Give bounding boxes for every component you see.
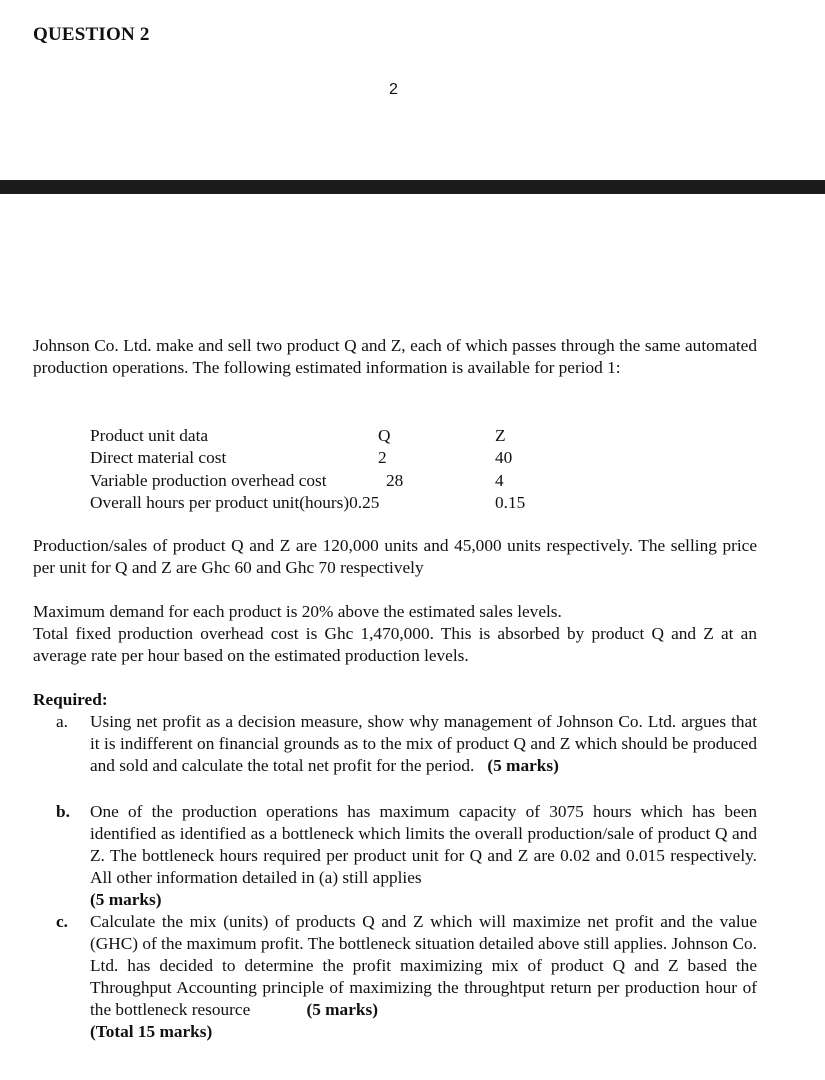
item-marks: (5 marks)	[487, 756, 559, 775]
production-paragraph: Production/sales of product Q and Z are 120,000 units and 45,000 units respectively. The selling price per unit for Q and Z are Ghc 60 and Ghc 70 respectively	[33, 536, 757, 577]
fixed-cost-paragraph: Total fixed production overhead cost is Ghc 1,470,000. This is absorbed by product Q and Z at an average rate per hour based on the estimated production levels.	[33, 624, 757, 665]
item-marks: (5 marks)	[90, 890, 162, 909]
table-header-z: Z	[495, 426, 506, 445]
table-row	[90, 492, 526, 514]
divider-bar	[0, 180, 825, 194]
required-label: Required:	[33, 690, 108, 709]
item-text: One of the production operations has maximum capacity of 3075 hours which has been identified as identified as a bottleneck which limits the overall production/sale of product Q and Z. The bottleneck hours required per product unit for Q and Z are 0.02 and 0.015 respectively. All other information detailed in (a) still applies	[90, 802, 757, 887]
table-row-label: Overall hours per product unit(hours)	[90, 492, 350, 512]
table-cell-q: 28	[386, 470, 404, 490]
product-data-table	[90, 425, 526, 514]
question-item-c	[56, 911, 757, 1043]
table-cell-q: 2	[378, 448, 387, 468]
table-cell-z: 0.15	[495, 492, 526, 512]
table-header-label: Product unit data	[90, 426, 209, 445]
page-number: 2	[389, 81, 398, 98]
table-row	[90, 470, 504, 492]
question-item-b	[56, 801, 757, 911]
table-header-row	[90, 425, 506, 447]
table-cell-z: 4	[495, 470, 504, 490]
table-cell-q: 0.25	[349, 492, 380, 512]
demand-paragraph: Maximum demand for each product is 20% above the estimated sales levels.	[33, 602, 562, 621]
item-label: c.	[56, 912, 68, 931]
question-item-a	[56, 711, 757, 777]
intro-paragraph: Johnson Co. Ltd. make and sell two product Q and Z, each of which passes through the same automated production operations. The following estimated information is available for period 1:	[33, 336, 757, 377]
item-label: b.	[56, 802, 70, 821]
item-text: Using net profit as a decision measure, show why management of Johnson Co. Ltd. argues that it is indifferent on financial grounds as to the mix of product Q and Z which should be produced and sold and calculate the total net profit for the period. (5 marks)	[90, 712, 757, 775]
table-row-label: Direct material cost	[90, 448, 227, 468]
question-heading: QUESTION 2	[33, 24, 150, 45]
table-row-label: Variable production overhead cost	[90, 470, 327, 490]
item-text: Calculate the mix (units) of products Q and Z which will maximize net profit and the value (GHC) of the maximum profit. The bottleneck situation detailed above still applies. Johnson Co. Ltd. has decided to determine the profit maximizing mix of product Q and Z based the Throughput Accounting principle of maximizing the throughtput return per production hour of the bottleneck resource (5 marks)	[90, 912, 757, 1019]
item-marks: (5 marks)	[306, 1000, 378, 1019]
item-label: a.	[56, 712, 68, 731]
table-cell-z: 40	[495, 448, 513, 468]
total-marks: (Total 15 marks)	[90, 1022, 213, 1041]
table-header-q: Q	[378, 426, 391, 445]
table-row	[90, 447, 513, 469]
